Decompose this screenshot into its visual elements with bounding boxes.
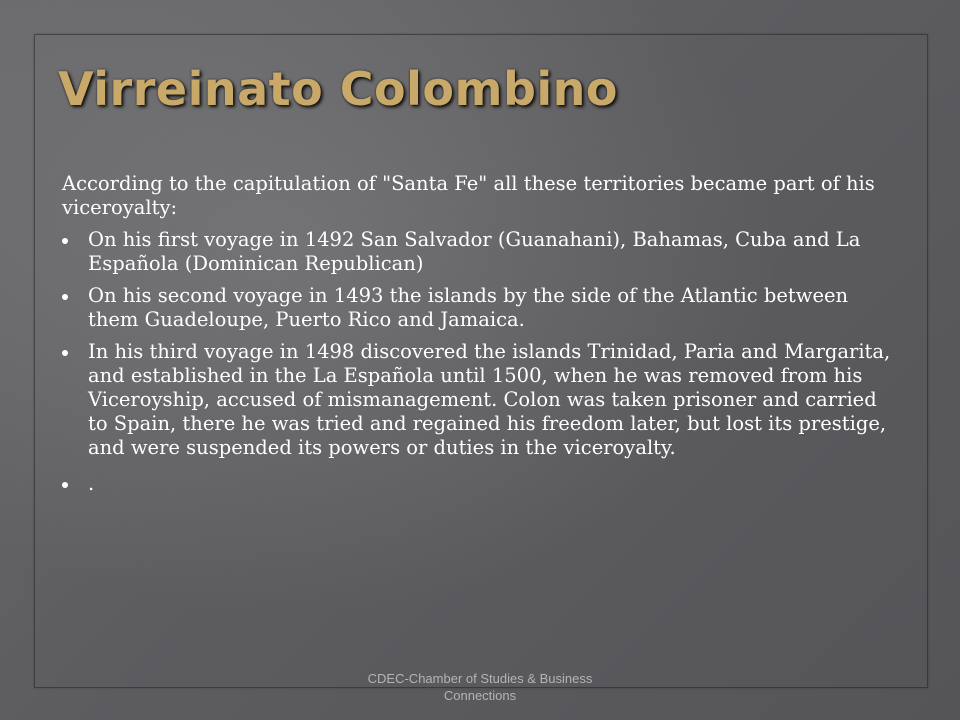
bullet-list bbox=[62, 228, 902, 496]
bullet-dot-icon bbox=[62, 294, 68, 300]
intro-paragraph: According to the capitulation of "Santa Fe" all these territories became part of his viceroyalty: bbox=[62, 172, 875, 219]
slide-footer: CDEC-Chamber of Studies & Business Connections bbox=[367, 671, 593, 703]
slide-title: Virreinato Colombino bbox=[58, 62, 619, 116]
bullet-dot-icon bbox=[62, 482, 68, 488]
list-item-text: In his third voyage in 1498 discovered the islands Trinidad, Paria and Margarita, and established in the La Española until 1500, when he was removed from his Viceroyship, accused of mismanagement. Colon was taken prisoner and carried to Spain, there he was tried and regained his freedom later, but lost its prestige, and were suspended its powers or duties in the viceroyalty. bbox=[88, 340, 891, 459]
list-item bbox=[62, 472, 902, 496]
list-item-text: . bbox=[88, 472, 95, 495]
list-item bbox=[62, 340, 902, 460]
list-item-text: On his second voyage in 1493 the islands by the side of the Atlantic between them Guadeloupe, Puerto Rico and Jamaica. bbox=[88, 284, 849, 331]
bullet-dot-icon bbox=[62, 238, 68, 244]
bullet-dot-icon bbox=[62, 350, 68, 356]
list-item bbox=[62, 284, 902, 332]
slide-body bbox=[62, 172, 902, 504]
list-item-text: On his first voyage in 1492 San Salvador (Guanahani), Bahamas, Cuba and La Española (Dominican Republican) bbox=[88, 228, 861, 275]
list-item bbox=[62, 228, 902, 276]
